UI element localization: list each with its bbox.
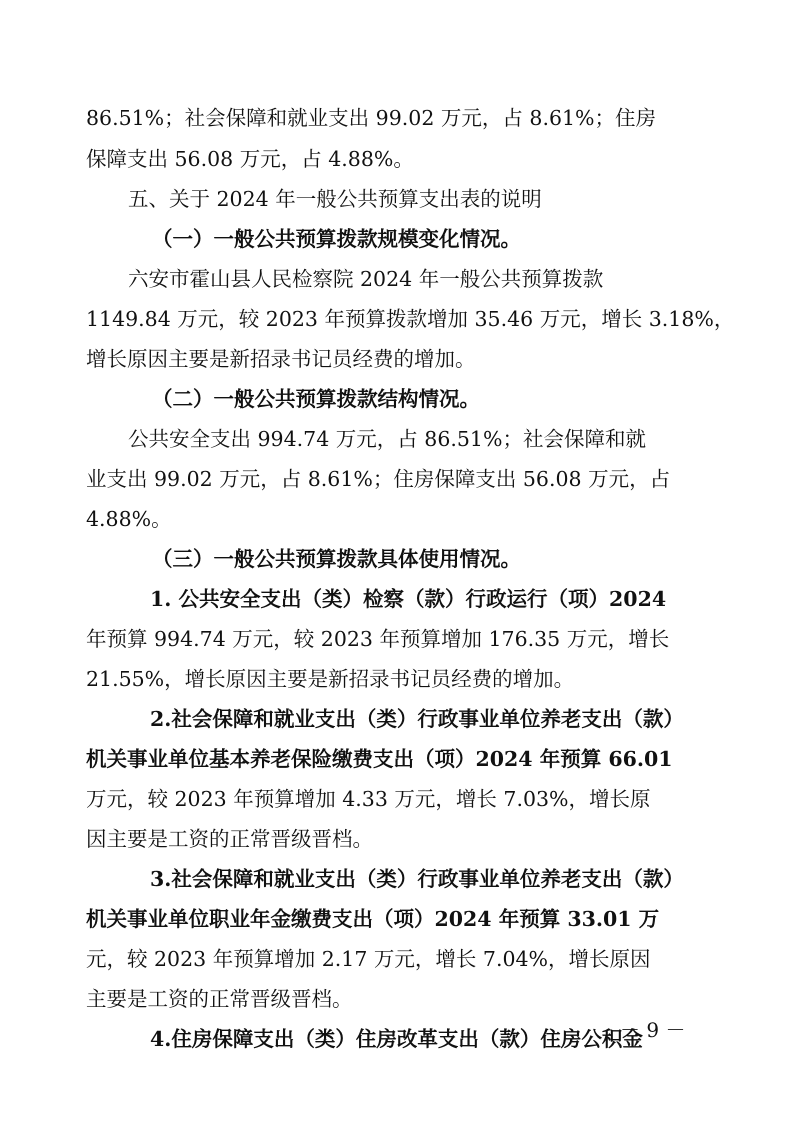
subsection-heading: （一）一般公共预算拨款规模变化情况。 — [152, 227, 521, 251]
text-line: 保障支出 56.08 万元，占 4.88%。 — [86, 147, 414, 171]
text-line: 公共安全支出 994.74 万元，占 86.51%；社会保障和就 — [128, 427, 646, 451]
text-line: 1149.84 万元，较 2023 年预算拨款增加 35.46 万元，增长 3.18%， — [86, 307, 735, 331]
item-heading: 1. 公共安全支出（类）检察（款）行政运行（项）2024 — [150, 587, 667, 611]
subsection-heading: （二）一般公共预算拨款结构情况。 — [152, 387, 480, 411]
item-heading: 机关事业单位职业年金缴费支出（项）2024 年预算 33.01 万 — [86, 907, 660, 931]
text-line: 主要是工资的正常晋级晋档。 — [86, 987, 353, 1011]
subsection-heading: （三）一般公共预算拨款具体使用情况。 — [152, 547, 521, 571]
text-line: 年预算 994.74 万元，较 2023 年预算增加 176.35 万元，增长 — [86, 627, 670, 651]
text-line: 86.51%；社会保障和就业支出 99.02 万元，占 8.61%；住房 — [86, 106, 657, 130]
text-line: 万元，较 2023 年预算增加 4.33 万元，增长 7.03%，增长原 — [86, 787, 651, 811]
page-number: － 9 － — [620, 1018, 686, 1042]
text-line: 业支出 99.02 万元，占 8.61%；住房保障支出 56.08 万元，占 — [86, 467, 671, 491]
text-line: 增长原因主要是新招录书记员经费的增加。 — [86, 347, 476, 371]
text-line: 六安市霍山县人民检察院 2024 年一般公共预算拨款 — [128, 267, 604, 291]
item-heading: 4.住房保障支出（类）住房改革支出（款）住房公积金 — [150, 1027, 643, 1051]
text-line: 4.88%。 — [86, 507, 172, 531]
text-line: 因主要是工资的正常晋级晋档。 — [86, 827, 373, 851]
text-line: 21.55%，增长原因主要是新招录书记员经费的增加。 — [86, 667, 575, 691]
item-heading: 机关事业单位基本养老保险缴费支出（项）2024 年预算 66.01 — [86, 747, 673, 771]
item-heading: 2.社会保障和就业支出（类）行政事业单位养老支出（款） — [150, 707, 684, 731]
text-line: 元，较 2023 年预算增加 2.17 万元，增长 7.04%，增长原因 — [86, 947, 651, 971]
section-heading: 五、关于 2024 年一般公共预算支出表的说明 — [128, 187, 542, 211]
item-heading: 3.社会保障和就业支出（类）行政事业单位养老支出（款） — [150, 867, 684, 891]
